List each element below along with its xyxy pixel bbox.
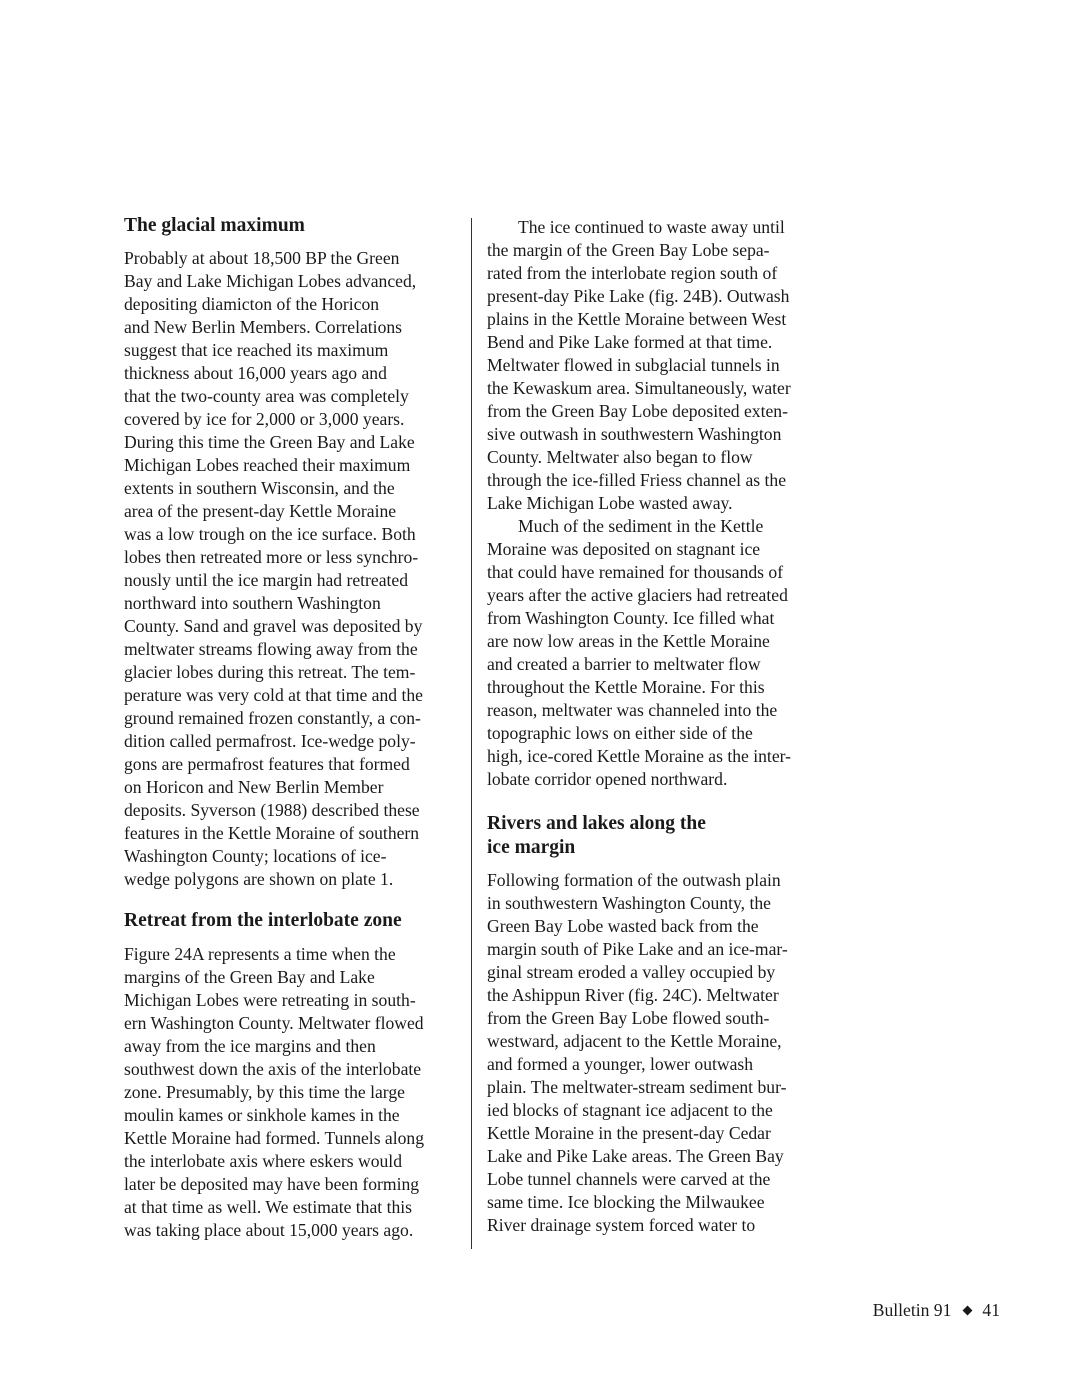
page-number: 41 xyxy=(982,1300,1000,1320)
left-column xyxy=(124,212,460,1242)
paragraph-glacial-maximum: Probably at about 18,500 BP the Green Bay and Lake Michigan Lobes advanced, depositing diamicton of the Horicon and New Berlin Members. Correlations suggest that ice reached its maximum thickness about 16,000 years ago and that the two-county area was completely covered by ice for 2,000 or 3,000 years. During this time the Green Bay and Lake Michigan Lobes reached their maximum extents in southern Wisconsin, and the area of the present-day Kettle Moraine was a low trough on the ice surface. Both lobes then retreated more or less synchro- nously until the ice margin had retreated northward into southern Washington County. Sand and gravel was deposited by meltwater streams flowing away from the glacier lobes during this retreat. The tem- perature was very cold at that time and the ground remained frozen constantly, a con- dition called permafrost. Ice-wedge poly- gons are permafrost features that formed on Horicon and New Berlin Member deposits. Syverson (1988) described these features in the Kettle Moraine of southern Washington County; locations of ice- wedge polygons are shown on plate 1. xyxy=(124,248,423,889)
section-heading-glacial-maximum: The glacial maximum xyxy=(124,215,305,236)
paragraph-retreat: Figure 24A represents a time when the margins of the Green Bay and Lake Michigan Lobes were retreating in south- ern Washington County. Meltwater flowed away from the ice margins and then southwest down the axis of the interlobate zone. Presumably, by this time the large moulin kames or sinkhole kames in the Kettle Moraine had formed. Tunnels along the interlobate axis where eskers would later be deposited may have been forming at that time as well. We estimate that this was taking place about 15,000 years ago. xyxy=(124,944,425,1240)
paragraph-rivers-lakes: Following formation of the outwash plain in southwestern Washington County, the Green Bay Lobe wasted back from the margin south of Pike Lake and an ice-mar- ginal stream eroded a valley occupied by the Ashippun River (fig. 24C). Meltwater from the Green Bay Lobe flowed south- westward, adjacent to the Kettle Moraine, and formed a younger, lower outwash plain. The meltwater-stream sediment bur- ied blocks of stagnant ice adjacent to the Kettle Moraine in the present-day Cedar Lake and Pike Lake areas. The Green Bay Lobe tunnel channels were carved at the same time. Ice blocking the Milwaukee River drainage system forced water to xyxy=(487,870,788,1235)
page-footer xyxy=(873,1299,1000,1321)
section-heading-rivers-lakes: Rivers and lakes along the ice margin xyxy=(487,813,706,858)
diamond-separator-icon xyxy=(963,1306,973,1316)
publication-title: Bulletin 91 xyxy=(872,1300,952,1320)
paragraph-ice-wasting: The ice continued to waste away until the margin of the Green Bay Lobe sepa- rated from the interlobate region south of present-day Pike Lake (fig. 24B). Outwash plains in the Kettle Moraine between West Bend and Pike Lake formed at that time. Meltwater flowed in subglacial tunnels in the Kewaskum area. Simultaneously, water from the Green Bay Lobe deposited exten- sive outwash in southwestern Washington County. Meltwater also began to flow through the ice-filled Friess channel as the Lake Michigan Lobe wasted away. xyxy=(487,217,791,513)
column-divider xyxy=(471,218,472,1249)
right-column xyxy=(487,212,832,1237)
paragraph-stagnant-ice: Much of the sediment in the Kettle Moraine was deposited on stagnant ice that could have remained for thousands of years after the active glaciers had retreated from Washington County. Ice filled what are now low areas in the Kettle Moraine and created a barrier to meltwater flow throughout the Kettle Moraine. For this reason, meltwater was channeled into the topographic lows on either side of the high, ice-cored Kettle Moraine as the inter- lobate corridor opened northward. xyxy=(487,516,791,789)
section-heading-retreat: Retreat from the interlobate zone xyxy=(124,910,402,931)
